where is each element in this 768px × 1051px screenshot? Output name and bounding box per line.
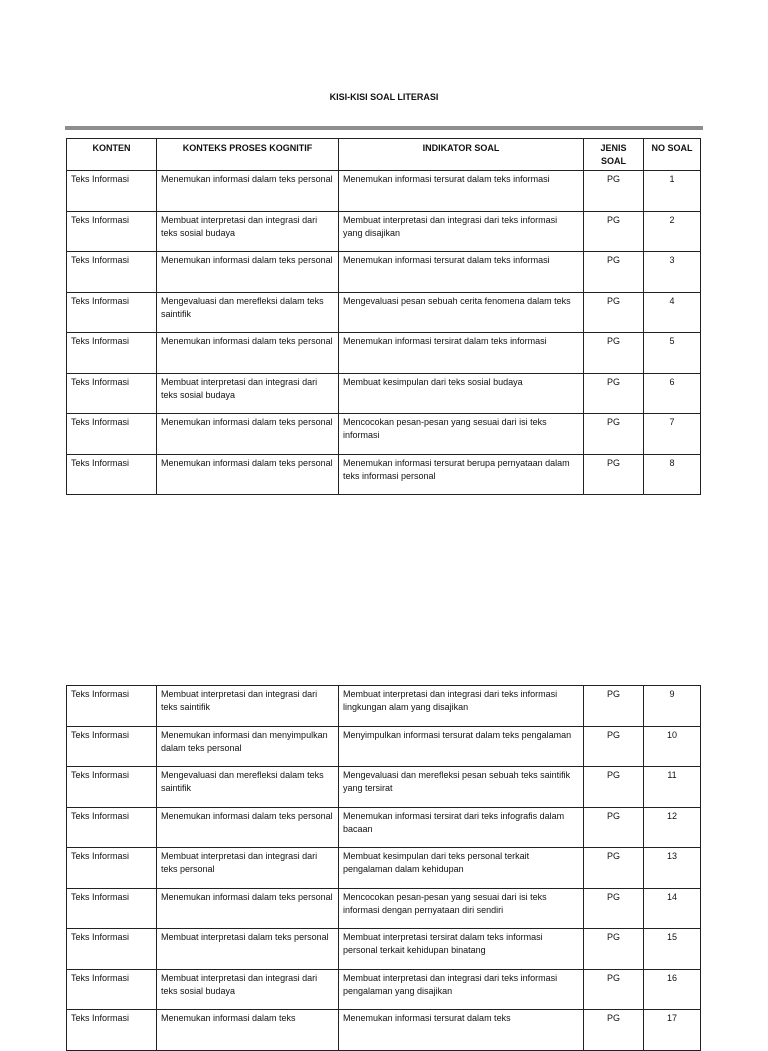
- cell-indikator: Menemukan informasi tersirat dari teks infografis dalam bacaan: [339, 807, 584, 848]
- table-row: [67, 454, 701, 495]
- cell-no-soal: 15: [644, 929, 701, 970]
- table-row: [67, 1010, 701, 1051]
- cell-konteks: Mengevaluasi dan merefleksi dalam teks saintifik: [157, 292, 339, 333]
- cell-konten: Teks Informasi: [67, 929, 157, 970]
- cell-no-soal: 11: [644, 767, 701, 808]
- cell-no-soal: 9: [644, 686, 701, 727]
- cell-konteks: Membuat interpretasi dalam teks personal: [157, 929, 339, 970]
- cell-konteks: Membuat interpretasi dan integrasi dari teks personal: [157, 848, 339, 889]
- cell-indikator: Menemukan informasi tersirat dalam teks informasi: [339, 333, 584, 374]
- cell-no-soal: 10: [644, 726, 701, 767]
- cell-indikator: Menemukan informasi tersurat dalam teks: [339, 1010, 584, 1051]
- cell-konten: Teks Informasi: [67, 726, 157, 767]
- cell-jenis-soal: PG: [584, 333, 644, 374]
- cell-konten: Teks Informasi: [67, 1010, 157, 1051]
- cell-jenis-soal: PG: [584, 807, 644, 848]
- cell-konteks: Menemukan informasi dalam teks personal: [157, 333, 339, 374]
- cell-konten: Teks Informasi: [67, 969, 157, 1010]
- cell-indikator: Mencocokan pesan-pesan yang sesuai dari isi teks informasi dengan pernyataan diri sendiri: [339, 888, 584, 929]
- header-divider: [65, 126, 703, 130]
- cell-konten: Teks Informasi: [67, 888, 157, 929]
- header-konten: KONTEN: [67, 139, 157, 171]
- cell-indikator: Menemukan informasi tersurat berupa pernyataan dalam teks informasi personal: [339, 454, 584, 495]
- cell-konteks: Menemukan informasi dalam teks personal: [157, 807, 339, 848]
- table-row: [67, 848, 701, 889]
- table-row: [67, 807, 701, 848]
- cell-konteks: Menemukan informasi dalam teks personal: [157, 454, 339, 495]
- cell-jenis-soal: PG: [584, 211, 644, 252]
- cell-konten: Teks Informasi: [67, 252, 157, 293]
- cell-konten: Teks Informasi: [67, 333, 157, 374]
- cell-konteks: Membuat interpretasi dan integrasi dari teks sosial budaya: [157, 969, 339, 1010]
- cell-indikator: Mencocokan pesan-pesan yang sesuai dari isi teks informasi: [339, 414, 584, 455]
- cell-no-soal: 2: [644, 211, 701, 252]
- cell-konteks: Membuat interpretasi dan integrasi dari teks saintifik: [157, 686, 339, 727]
- cell-no-soal: 12: [644, 807, 701, 848]
- cell-jenis-soal: PG: [584, 888, 644, 929]
- cell-konten: Teks Informasi: [67, 292, 157, 333]
- table-row: [67, 726, 701, 767]
- cell-no-soal: 1: [644, 171, 701, 212]
- cell-jenis-soal: PG: [584, 929, 644, 970]
- table-row: [67, 171, 701, 212]
- cell-konteks: Menemukan informasi dalam teks personal: [157, 888, 339, 929]
- grid-table-page-2: [66, 685, 701, 1051]
- cell-jenis-soal: PG: [584, 848, 644, 889]
- cell-jenis-soal: PG: [584, 252, 644, 293]
- cell-indikator: Menemukan informasi tersurat dalam teks informasi: [339, 252, 584, 293]
- cell-konteks: Menemukan informasi dalam teks personal: [157, 252, 339, 293]
- grid-table-page-1: [66, 138, 701, 495]
- header-indikator: INDIKATOR SOAL: [339, 139, 584, 171]
- cell-jenis-soal: PG: [584, 454, 644, 495]
- cell-jenis-soal: PG: [584, 171, 644, 212]
- cell-indikator: Mengevaluasi dan merefleksi pesan sebuah teks saintifik yang tersirat: [339, 767, 584, 808]
- cell-indikator: Membuat interpretasi tersirat dalam teks informasi personal terkait kehidupan binatang: [339, 929, 584, 970]
- cell-no-soal: 17: [644, 1010, 701, 1051]
- cell-konteks: Menemukan informasi dalam teks personal: [157, 414, 339, 455]
- cell-indikator: Menemukan informasi tersurat dalam teks informasi: [339, 171, 584, 212]
- cell-indikator: Membuat kesimpulan dari teks personal terkait pengalaman dalam kehidupan: [339, 848, 584, 889]
- cell-jenis-soal: PG: [584, 726, 644, 767]
- cell-jenis-soal: PG: [584, 767, 644, 808]
- cell-konten: Teks Informasi: [67, 848, 157, 889]
- cell-konteks: Membuat interpretasi dan integrasi dari teks sosial budaya: [157, 211, 339, 252]
- cell-indikator: Membuat interpretasi dan integrasi dari teks informasi yang disajikan: [339, 211, 584, 252]
- cell-konten: Teks Informasi: [67, 414, 157, 455]
- cell-no-soal: 6: [644, 373, 701, 414]
- cell-indikator: Menyimpulkan informasi tersurat dalam teks pengalaman: [339, 726, 584, 767]
- cell-konten: Teks Informasi: [67, 807, 157, 848]
- header-konteks: KONTEKS PROSES KOGNITIF: [157, 139, 339, 171]
- cell-no-soal: 13: [644, 848, 701, 889]
- cell-no-soal: 3: [644, 252, 701, 293]
- table-row: [67, 292, 701, 333]
- cell-jenis-soal: PG: [584, 414, 644, 455]
- cell-no-soal: 7: [644, 414, 701, 455]
- cell-konten: Teks Informasi: [67, 171, 157, 212]
- cell-konten: Teks Informasi: [67, 686, 157, 727]
- table-row: [67, 414, 701, 455]
- table-row: [67, 252, 701, 293]
- table-row: [67, 929, 701, 970]
- header-no-soal: NO SOAL: [644, 139, 701, 171]
- table-row: [67, 686, 701, 727]
- table-row: [67, 373, 701, 414]
- cell-konten: Teks Informasi: [67, 373, 157, 414]
- cell-konteks: Membuat interpretasi dan integrasi dari teks sosial budaya: [157, 373, 339, 414]
- table-row: [67, 767, 701, 808]
- cell-indikator: Membuat kesimpulan dari teks sosial budaya: [339, 373, 584, 414]
- cell-konteks: Menemukan informasi dan menyimpulkan dalam teks personal: [157, 726, 339, 767]
- cell-no-soal: 14: [644, 888, 701, 929]
- cell-indikator: Mengevaluasi pesan sebuah cerita fenomena dalam teks: [339, 292, 584, 333]
- header-row: [67, 139, 701, 171]
- cell-no-soal: 8: [644, 454, 701, 495]
- cell-konten: Teks Informasi: [67, 767, 157, 808]
- header-jenis-soal: JENIS SOAL: [584, 139, 644, 171]
- cell-no-soal: 16: [644, 969, 701, 1010]
- cell-konteks: Menemukan informasi dalam teks: [157, 1010, 339, 1051]
- cell-konten: Teks Informasi: [67, 454, 157, 495]
- cell-jenis-soal: PG: [584, 686, 644, 727]
- cell-konten: Teks Informasi: [67, 211, 157, 252]
- cell-konteks: Menemukan informasi dalam teks personal: [157, 171, 339, 212]
- cell-indikator: Membuat interpretasi dan integrasi dari teks informasi pengalaman yang disajikan: [339, 969, 584, 1010]
- cell-konteks: Mengevaluasi dan merefleksi dalam teks saintifik: [157, 767, 339, 808]
- document-title: KISI-KISI SOAL LITERASI: [329, 92, 439, 102]
- table-row: [67, 969, 701, 1010]
- table-row: [67, 211, 701, 252]
- cell-no-soal: 5: [644, 333, 701, 374]
- table-row: [67, 333, 701, 374]
- cell-jenis-soal: PG: [584, 373, 644, 414]
- cell-jenis-soal: PG: [584, 292, 644, 333]
- cell-jenis-soal: PG: [584, 1010, 644, 1051]
- cell-indikator: Membuat interpretasi dan integrasi dari teks informasi lingkungan alam yang disajikan: [339, 686, 584, 727]
- table-row: [67, 888, 701, 929]
- cell-no-soal: 4: [644, 292, 701, 333]
- cell-jenis-soal: PG: [584, 969, 644, 1010]
